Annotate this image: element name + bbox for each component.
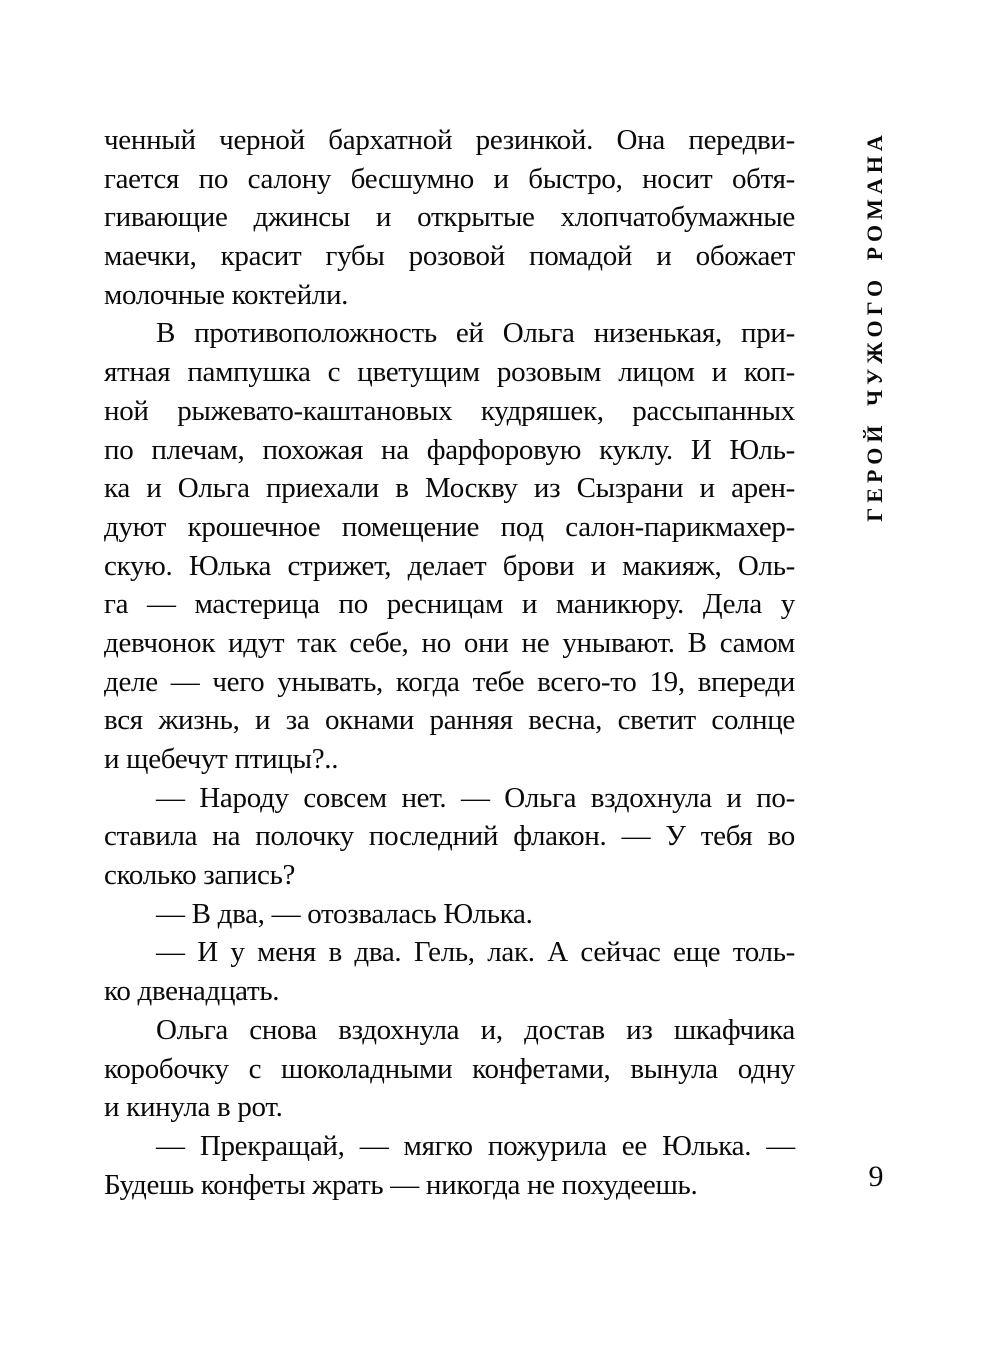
text-line: га — мастерица по ресницам и маникюру. Дела у <box>104 588 795 621</box>
text-line: по плечам, похожая на фарфоровую куклу. И Юль- <box>104 433 795 466</box>
text-line: маечки, красит губы розовой помадой и обожает <box>104 240 795 273</box>
text-line: скую. Юлька стрижет, делает брови и макияж, Оль- <box>104 549 795 582</box>
text-line: ко двенадцать. <box>104 975 280 1008</box>
text-line: вся жизнь, и за окнами ранняя весна, светит солнце <box>104 704 795 737</box>
text-line: — В два, — отозвалась Юлька. <box>156 897 533 930</box>
text-line: гивающие джинсы и открытые хлопчатобумажные <box>104 201 795 234</box>
text-line: гается по салону бесшумно и быстро, носит обтя- <box>104 162 795 195</box>
text-line: Ольга снова вздохнула и, достав из шкафчика <box>156 1013 795 1046</box>
text-line: молочные коктейли. <box>104 278 349 311</box>
text-line: ставила на полочку последний флакон. — У тебя во <box>104 820 795 853</box>
running-head-vertical: ГЕРОЙ ЧУЖОГО РОМАНА <box>862 130 887 522</box>
text-line: и кинула в рот. <box>104 1091 283 1124</box>
text-line: коробочку с шоколадными конфетами, вынула одну <box>104 1052 795 1085</box>
text-line: ченный черной бархатной резинкой. Она передви- <box>104 124 795 156</box>
text-line: — Народу совсем нет. — Ольга вздохнула и по- <box>156 781 795 814</box>
text-line: ятная пампушка с цветущим розовым лицом и коп- <box>104 356 795 389</box>
text-line: ка и Ольга приехали в Москву из Сызрани и арен- <box>104 472 795 505</box>
text-line: — Прекращай, — мягко пожурила ее Юлька. — <box>156 1129 795 1162</box>
text-line: дуют крошечное помещение под салон-парикмахер- <box>104 510 795 543</box>
text-line: деле — чего унывать, когда тебе всего-то 19, впереди <box>104 665 795 698</box>
text-line: ной рыжевато-каштановых кудряшек, рассыпанных <box>104 394 795 427</box>
text-line: — И у меня в два. Гель, лак. А сейчас еще толь- <box>156 936 795 969</box>
text-line: девчонок идут так себе, но они не унывают. В самом <box>104 626 795 659</box>
page-number: 9 <box>868 1160 884 1193</box>
text-line: Будешь конфеты жрать — никогда не похудеешь. <box>104 1168 698 1201</box>
body-text <box>104 121 795 1204</box>
text-line: В противоположность ей Ольга низенькая, при- <box>156 317 795 350</box>
text-line: сколько запись? <box>104 859 296 892</box>
text-line: и щебечут птицы?.. <box>104 743 339 775</box>
